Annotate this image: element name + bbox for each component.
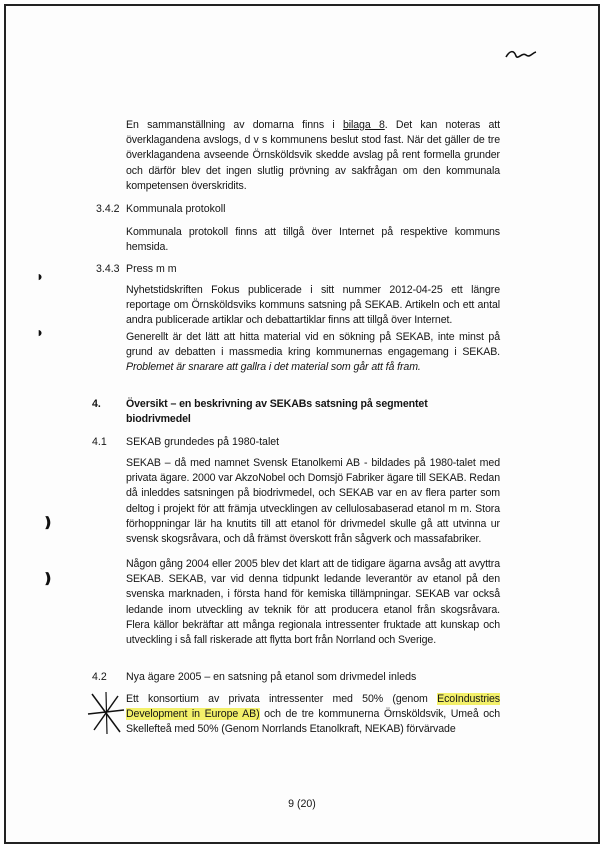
section-3-4-3-text-2-italic: Problemet är snarare att gallra i det material som går att få fram. bbox=[126, 361, 421, 374]
document-page bbox=[4, 4, 600, 844]
intro-text-start: En sammanställning av domarna finns i bbox=[126, 119, 343, 131]
section-4-title: Översikt – en beskrivning av SEKABs satsning på segmentet biodrivmedel bbox=[126, 398, 428, 426]
margin-mark-3: ❫ bbox=[42, 514, 54, 530]
bilaga-8-link[interactable]: bilaga 8 bbox=[342, 119, 385, 131]
section-4-number: 4. bbox=[92, 398, 101, 410]
section-3-4-3-text-2 bbox=[126, 330, 500, 376]
section-3-4-2-title: Kommunala protokoll bbox=[126, 203, 226, 215]
margin-mark-1: ◗ bbox=[36, 268, 45, 284]
margin-mark-2: ◗ bbox=[36, 324, 45, 340]
section-3-4-3-text-1: Nyhetstidskriften Fokus publicerade i sitt nummer 2012-04-25 ett längre reportage om Örnsköldsviks kommuns satsning på SEKAB. Artikeln och ett antal andra publicerade artiklar och debattartiklar finns att tillgå över Internet. bbox=[126, 284, 500, 327]
section-3-4-3-title: Press m m bbox=[126, 263, 177, 275]
handwritten-corner-mark bbox=[504, 48, 538, 62]
section-4-1-number: 4.1 bbox=[92, 436, 107, 448]
section-4-1-text-2: Någon gång 2004 eller 2005 blev det klart att de tidigare ägarna avsåg att avyttra SEKAB. SEKAB, var vid denna tidpunkt ledande leverantör av etanol på den svenska marknaden, i första hand för kemiska tillämpningar. SEKAB var också ledande inom utveckling av teknik för att producera etanol från skogsråvara. Flera källor bekräftar att många regionala intressenter fruktade att kunskap och utveckling i så fall riskerade att flytta bort från Norrland och Sverige. bbox=[126, 558, 500, 647]
section-4-2-text-start: Ett konsortium av privata intressenter med 50% (genom bbox=[126, 693, 438, 705]
intro-paragraph bbox=[126, 118, 500, 194]
section-4-2-number: 4.2 bbox=[92, 671, 107, 683]
section-3-4-3-text-2-main: Generellt är det lätt att hitta material vid en sökning på SEKAB, inte minst på grund av debatten i massmedia kring kommunernas engagemang i SEKAB. bbox=[126, 331, 500, 359]
section-4-1-text-1: SEKAB – då med namnet Svensk Etanolkemi AB - bildades på 1980-talet med privata ägare. 2000 var AkzoNobel och Domsjö Fabriker ägare till SEKAB. Redan då inleddes satsningen på biodrivmedel, och SEKAB var en av flera parter som deltog i projekt för att främja utvecklingen av cellulosabaserad etanol m m. Stora förhoppningar lär ha knutits till att etanol för drivmedel skulle gå att utvinna ur svensk skogsråvara, och då främst överskott från sågverk och massafabriker. bbox=[126, 457, 500, 546]
section-4-2-text-end: och de tre kommunerna Örnsköldsvik, Umeå och Skellefteå med 50% (Genom Norrlands Etanolkraft, NEKAB) förvärvade bbox=[126, 708, 500, 736]
page-number: 9 (20) bbox=[288, 798, 316, 810]
section-3-4-2-text: Kommunala protokoll finns att tillgå över Internet på respektive kommuns hemsida. bbox=[126, 226, 500, 254]
section-3-4-2-number: 3.4.2 bbox=[96, 203, 120, 215]
section-4-2-title: Nya ägare 2005 – en satsning på etanol som drivmedel inleds bbox=[126, 671, 417, 683]
margin-mark-4: ❫ bbox=[42, 570, 54, 586]
section-4-1-title: SEKAB grundedes på 1980-talet bbox=[126, 436, 280, 448]
section-3-4-3-number: 3.4.3 bbox=[96, 263, 120, 275]
handwritten-star-mark bbox=[86, 690, 126, 736]
section-4-2-text bbox=[126, 692, 500, 738]
intro-text-end: . Det kan noteras att överklagandena avslogs, d v s kommunens beslut stod fast. När det gäller de tre överklagandena avseende Örnsköldsvik skedde avslag på rent formella grunder och därför blev det ingen slutlig prövning av sakfrågan om den kommunala kompetensen överskridits. bbox=[126, 119, 500, 192]
highlighted-company-name: EcoIndustries Development in Europe AB) bbox=[126, 693, 500, 721]
